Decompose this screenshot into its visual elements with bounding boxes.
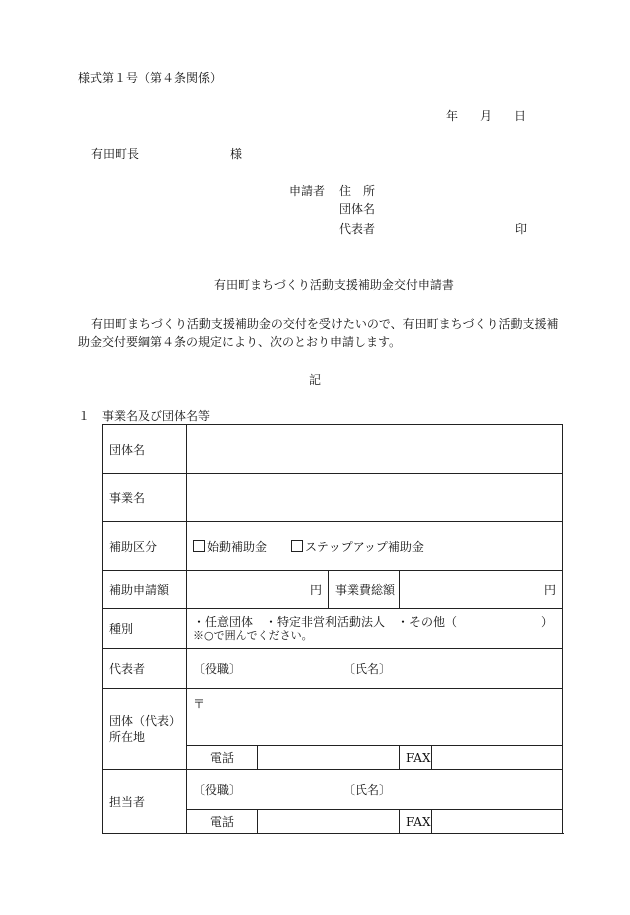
row-amounts: [103, 571, 563, 609]
postal-mark: 〒: [193, 697, 206, 711]
stepup-subsidy-label: ステップアップ補助金: [305, 539, 424, 554]
contact-fax-field[interactable]: [432, 810, 563, 834]
location-fax-field[interactable]: [432, 746, 563, 770]
contact-label: 担当者: [103, 770, 187, 834]
row-representative: [103, 649, 563, 689]
rep-position-label: 〔役職〕: [193, 662, 242, 676]
request-amount-field[interactable]: [187, 571, 329, 609]
request-amount-label: 補助申請額: [103, 571, 187, 609]
category-label: 種別: [103, 609, 187, 649]
total-cost-yen: 円: [544, 583, 557, 597]
start-subsidy-checkbox[interactable]: [193, 540, 205, 552]
start-subsidy-label: 始動補助金: [207, 539, 268, 554]
row-location: [103, 689, 563, 746]
project-name-field[interactable]: [187, 474, 563, 522]
location-field[interactable]: [187, 689, 563, 746]
addressee-suffix: 様: [230, 147, 243, 161]
location-label: [103, 689, 187, 770]
total-cost-label: 事業費総額: [329, 571, 400, 609]
body-line-1: 有田町まちづくり活動支援補助金の交付を受けたいので、有田町まちづくり活動支援補: [91, 317, 559, 331]
location-label-line2: 所在地: [109, 730, 146, 744]
row-contact: [103, 770, 563, 810]
contact-name-label: 〔氏名〕: [343, 783, 392, 797]
body-line-2: 助金交付要綱第４条の規定により、次のとおり申請します。: [78, 335, 402, 349]
document-title: 有田町まちづくり活動支援補助金交付申請書: [214, 278, 454, 292]
row-project-name: [103, 474, 563, 522]
date-day-label: 日: [514, 109, 527, 123]
row-group-name: [103, 425, 563, 474]
representative-field[interactable]: [187, 649, 563, 689]
location-phone-label: 電話: [187, 746, 258, 770]
contact-phone-label: 電話: [187, 810, 258, 834]
location-fax-label: FAX: [400, 746, 432, 770]
applicant-group-label: 団体名: [339, 202, 376, 216]
request-amount-yen: 円: [309, 583, 322, 597]
row-subsidy-type: [103, 522, 563, 571]
section-heading: １ 事業名及び団体名等: [78, 409, 211, 423]
date-month-label: 月: [480, 109, 493, 123]
rep-name-label: 〔氏名〕: [343, 662, 392, 676]
applicant-label: 申請者: [289, 184, 326, 198]
contact-field[interactable]: [187, 770, 563, 810]
group-name-field[interactable]: [187, 425, 563, 474]
contact-phone-field[interactable]: [258, 810, 400, 834]
location-phone-field[interactable]: [258, 746, 400, 770]
stepup-subsidy-checkbox[interactable]: [291, 540, 303, 552]
location-label-line1: 団体（代表）: [109, 714, 182, 728]
representative-label: 代表者: [103, 649, 187, 689]
subsidy-type-options: [187, 522, 563, 571]
subsidy-type-label: 補助区分: [103, 522, 187, 571]
row-category: [103, 609, 563, 649]
addressee: 有田町長: [91, 147, 140, 161]
project-name-label: 事業名: [103, 474, 187, 522]
date-year-label: 年: [446, 109, 459, 123]
category-field[interactable]: [187, 609, 563, 649]
total-cost-field[interactable]: [400, 571, 563, 609]
application-form-table: [102, 424, 563, 834]
contact-position-label: 〔役職〕: [193, 783, 242, 797]
category-options: ・任意団体 ・特定非営利活動法人 ・その他（ ）: [193, 614, 554, 629]
category-note: ※○で囲んでください。: [193, 628, 313, 642]
group-name-label: 団体名: [103, 425, 187, 474]
contact-fax-label: FAX: [400, 810, 432, 834]
applicant-rep-label: 代表者: [339, 222, 376, 236]
form-number: 様式第１号（第４条関係）: [78, 71, 223, 85]
ki-heading: 記: [309, 373, 322, 387]
applicant-address-label: 住 所: [339, 184, 376, 198]
seal-mark: 印: [515, 222, 528, 236]
